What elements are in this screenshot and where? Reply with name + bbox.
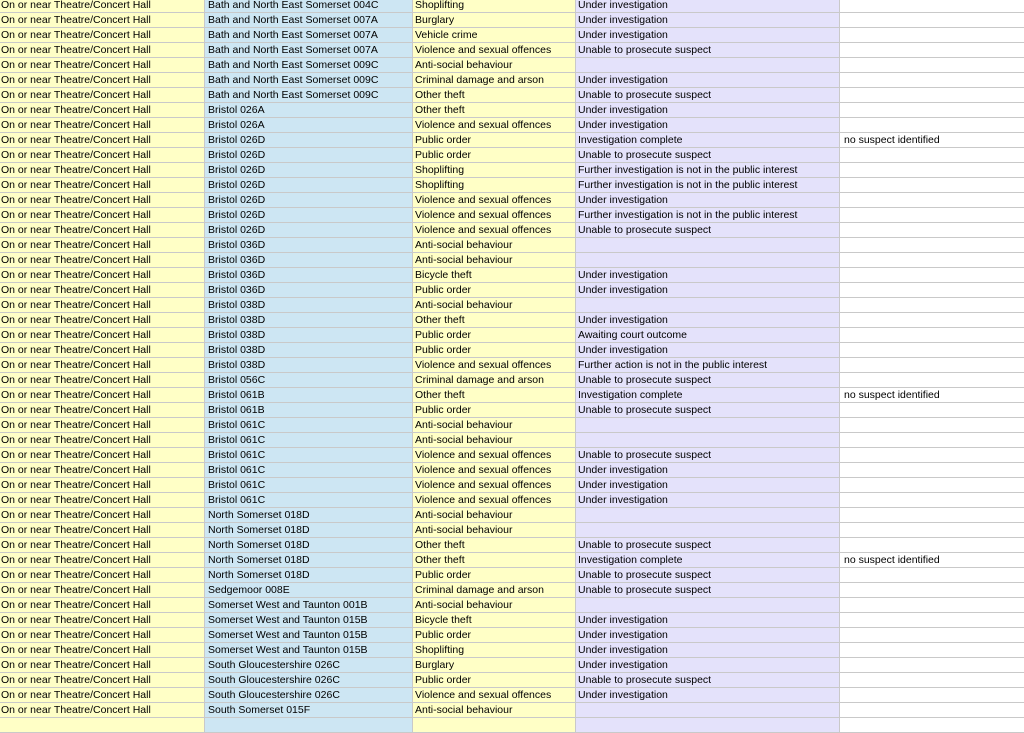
context-cell[interactable]: [840, 568, 1024, 582]
crime-type-cell[interactable]: Burglary: [413, 13, 576, 27]
lsoa-cell[interactable]: Bristol 026A: [205, 118, 413, 132]
location-cell[interactable]: On or near Theatre/Concert Hall: [0, 193, 205, 207]
location-cell[interactable]: On or near Theatre/Concert Hall: [0, 118, 205, 132]
location-cell[interactable]: On or near Theatre/Concert Hall: [0, 628, 205, 642]
table-row: [0, 208, 1024, 223]
lsoa-cell[interactable]: North Somerset 018D: [205, 538, 413, 552]
location-cell[interactable]: On or near Theatre/Concert Hall: [0, 418, 205, 432]
lsoa-cell[interactable]: Bath and North East Somerset 007A: [205, 28, 413, 42]
lsoa-cell[interactable]: Bristol 061C: [205, 493, 413, 507]
context-cell[interactable]: [840, 688, 1024, 702]
location-cell[interactable]: On or near Theatre/Concert Hall: [0, 508, 205, 522]
context-cell[interactable]: [840, 73, 1024, 87]
crime-type-cell[interactable]: Bicycle theft: [413, 613, 576, 627]
table-row: [0, 388, 1024, 403]
location-cell[interactable]: On or near Theatre/Concert Hall: [0, 208, 205, 222]
table-row: [0, 343, 1024, 358]
context-cell[interactable]: [840, 88, 1024, 102]
context-cell[interactable]: [840, 118, 1024, 132]
outcome-cell[interactable]: Unable to prosecute suspect: [576, 583, 840, 597]
table-row: [0, 418, 1024, 433]
outcome-cell[interactable]: Further investigation is not in the public interest: [576, 178, 840, 192]
outcome-cell[interactable]: Under investigation: [576, 118, 840, 132]
table-row: [0, 673, 1024, 688]
lsoa-cell[interactable]: North Somerset 018D: [205, 553, 413, 567]
outcome-cell[interactable]: Under investigation: [576, 643, 840, 657]
context-cell[interactable]: [840, 433, 1024, 447]
context-cell[interactable]: [840, 28, 1024, 42]
lsoa-cell[interactable]: Bristol 038D: [205, 328, 413, 342]
context-cell[interactable]: [840, 523, 1024, 537]
table-row: [0, 58, 1024, 73]
lsoa-cell[interactable]: Bath and North East Somerset 004C: [205, 0, 413, 12]
table-row: [0, 523, 1024, 538]
lsoa-cell[interactable]: Bristol 061B: [205, 388, 413, 402]
table-row: [0, 253, 1024, 268]
location-cell[interactable]: On or near Theatre/Concert Hall: [0, 583, 205, 597]
context-cell[interactable]: [840, 223, 1024, 237]
outcome-cell[interactable]: Under investigation: [576, 28, 840, 42]
crime-type-cell[interactable]: Anti-social behaviour: [413, 703, 576, 717]
crime-type-cell[interactable]: Vehicle crime: [413, 28, 576, 42]
outcome-cell[interactable]: Under investigation: [576, 193, 840, 207]
context-cell[interactable]: [840, 328, 1024, 342]
location-cell[interactable]: On or near Theatre/Concert Hall: [0, 283, 205, 297]
outcome-cell[interactable]: Under investigation: [576, 268, 840, 282]
outcome-cell[interactable]: [576, 58, 840, 72]
crime-type-cell[interactable]: Shoplifting: [413, 643, 576, 657]
lsoa-cell[interactable]: Sedgemoor 008E: [205, 583, 413, 597]
table-row: [0, 568, 1024, 583]
location-cell[interactable]: On or near Theatre/Concert Hall: [0, 523, 205, 537]
lsoa-cell[interactable]: Bristol 038D: [205, 343, 413, 357]
table-row: [0, 283, 1024, 298]
context-cell[interactable]: [840, 448, 1024, 462]
crime-type-cell[interactable]: Anti-social behaviour: [413, 418, 576, 432]
table-row: [0, 193, 1024, 208]
outcome-cell[interactable]: Awaiting court outcome: [576, 328, 840, 342]
lsoa-cell[interactable]: Bristol 038D: [205, 358, 413, 372]
location-cell[interactable]: On or near Theatre/Concert Hall: [0, 163, 205, 177]
table-row: [0, 583, 1024, 598]
outcome-cell[interactable]: Under investigation: [576, 493, 840, 507]
outcome-cell[interactable]: Unable to prosecute suspect: [576, 568, 840, 582]
table-row: [0, 268, 1024, 283]
crime-type-cell[interactable]: Violence and sexual offences: [413, 118, 576, 132]
outcome-cell[interactable]: Further investigation is not in the public interest: [576, 163, 840, 177]
location-cell[interactable]: On or near Theatre/Concert Hall: [0, 223, 205, 237]
lsoa-cell[interactable]: Bristol 026D: [205, 163, 413, 177]
crime-type-cell[interactable]: Violence and sexual offences: [413, 358, 576, 372]
location-cell[interactable]: On or near Theatre/Concert Hall: [0, 343, 205, 357]
table-row: [0, 178, 1024, 193]
lsoa-cell[interactable]: Bath and North East Somerset 009C: [205, 73, 413, 87]
table-row: [0, 13, 1024, 28]
table-row: [0, 118, 1024, 133]
lsoa-cell[interactable]: Somerset West and Taunton 015B: [205, 613, 413, 627]
table-row: [0, 298, 1024, 313]
table-row: [0, 433, 1024, 448]
context-cell[interactable]: [840, 538, 1024, 552]
crime-type-cell[interactable]: Violence and sexual offences: [413, 43, 576, 57]
table-row: [0, 613, 1024, 628]
location-cell[interactable]: On or near Theatre/Concert Hall: [0, 13, 205, 27]
lsoa-cell[interactable]: Bristol 038D: [205, 298, 413, 312]
lsoa-cell[interactable]: South Gloucestershire 026C: [205, 688, 413, 702]
outcome-cell[interactable]: [576, 508, 840, 522]
table-row: [0, 643, 1024, 658]
crime-type-cell[interactable]: Anti-social behaviour: [413, 508, 576, 522]
crime-type-cell[interactable]: Anti-social behaviour: [413, 598, 576, 612]
context-cell[interactable]: [840, 253, 1024, 267]
lsoa-cell[interactable]: South Somerset 015F: [205, 703, 413, 717]
table-row: [0, 328, 1024, 343]
lsoa-cell[interactable]: South Gloucestershire 026C: [205, 673, 413, 687]
crime-type-cell[interactable]: Anti-social behaviour: [413, 298, 576, 312]
outcome-cell[interactable]: Unable to prosecute suspect: [576, 673, 840, 687]
location-cell[interactable]: On or near Theatre/Concert Hall: [0, 433, 205, 447]
table-row: [0, 718, 1024, 733]
location-cell[interactable]: On or near Theatre/Concert Hall: [0, 703, 205, 717]
context-cell[interactable]: [840, 238, 1024, 252]
outcome-cell[interactable]: [576, 523, 840, 537]
crime-type-cell[interactable]: Other theft: [413, 313, 576, 327]
crime-type-cell[interactable]: Anti-social behaviour: [413, 58, 576, 72]
context-cell[interactable]: [840, 628, 1024, 642]
context-cell[interactable]: [840, 493, 1024, 507]
table-row: [0, 703, 1024, 718]
lsoa-cell[interactable]: Somerset West and Taunton 015B: [205, 643, 413, 657]
location-cell[interactable]: On or near Theatre/Concert Hall: [0, 373, 205, 387]
context-cell[interactable]: [840, 58, 1024, 72]
lsoa-cell[interactable]: Bristol 026D: [205, 208, 413, 222]
lsoa-cell[interactable]: Bristol 061C: [205, 448, 413, 462]
context-cell[interactable]: [840, 193, 1024, 207]
context-cell[interactable]: [840, 358, 1024, 372]
outcome-cell[interactable]: [576, 703, 840, 717]
crime-type-cell[interactable]: Public order: [413, 673, 576, 687]
outcome-cell[interactable]: Unable to prosecute suspect: [576, 88, 840, 102]
outcome-cell[interactable]: Unable to prosecute suspect: [576, 223, 840, 237]
crime-type-cell[interactable]: Public order: [413, 148, 576, 162]
crime-type-cell[interactable]: Public order: [413, 568, 576, 582]
lsoa-cell[interactable]: North Somerset 018D: [205, 568, 413, 582]
outcome-cell[interactable]: Under investigation: [576, 628, 840, 642]
crime-type-cell[interactable]: Violence and sexual offences: [413, 448, 576, 462]
crime-type-cell[interactable]: Violence and sexual offences: [413, 463, 576, 477]
lsoa-cell[interactable]: Bristol 038D: [205, 313, 413, 327]
context-cell[interactable]: [840, 418, 1024, 432]
crime-type-cell[interactable]: Violence and sexual offences: [413, 493, 576, 507]
context-cell[interactable]: [840, 343, 1024, 357]
lsoa-cell[interactable]: Bath and North East Somerset 007A: [205, 43, 413, 57]
location-cell[interactable]: On or near Theatre/Concert Hall: [0, 463, 205, 477]
table-row: [0, 373, 1024, 388]
crime-type-cell[interactable]: Public order: [413, 403, 576, 417]
outcome-cell[interactable]: Investigation complete: [576, 553, 840, 567]
location-cell[interactable]: On or near Theatre/Concert Hall: [0, 58, 205, 72]
outcome-cell[interactable]: Under investigation: [576, 613, 840, 627]
crime-type-cell[interactable]: Criminal damage and arson: [413, 373, 576, 387]
crime-type-cell[interactable]: Violence and sexual offences: [413, 478, 576, 492]
location-cell[interactable]: [0, 718, 205, 732]
location-cell[interactable]: On or near Theatre/Concert Hall: [0, 148, 205, 162]
crime-type-cell[interactable]: Violence and sexual offences: [413, 688, 576, 702]
table-row: [0, 448, 1024, 463]
outcome-cell[interactable]: Under investigation: [576, 103, 840, 117]
crime-type-cell[interactable]: Burglary: [413, 658, 576, 672]
lsoa-cell[interactable]: Bristol 026D: [205, 193, 413, 207]
outcome-cell[interactable]: Under investigation: [576, 658, 840, 672]
table-row: [0, 223, 1024, 238]
outcome-cell[interactable]: Under investigation: [576, 73, 840, 87]
outcome-cell[interactable]: Further investigation is not in the public interest: [576, 208, 840, 222]
table-row: [0, 628, 1024, 643]
context-cell[interactable]: [840, 313, 1024, 327]
table-row: [0, 163, 1024, 178]
location-cell[interactable]: On or near Theatre/Concert Hall: [0, 388, 205, 402]
outcome-cell[interactable]: [576, 253, 840, 267]
crime-type-cell[interactable]: Public order: [413, 133, 576, 147]
context-cell[interactable]: [840, 583, 1024, 597]
table-row: [0, 148, 1024, 163]
outcome-cell[interactable]: Unable to prosecute suspect: [576, 373, 840, 387]
lsoa-cell[interactable]: Bristol 026D: [205, 223, 413, 237]
context-cell[interactable]: [840, 718, 1024, 732]
crime-type-cell[interactable]: [413, 718, 576, 732]
crime-type-cell[interactable]: Criminal damage and arson: [413, 73, 576, 87]
context-cell[interactable]: [840, 673, 1024, 687]
context-cell[interactable]: [840, 208, 1024, 222]
outcome-cell[interactable]: Unable to prosecute suspect: [576, 538, 840, 552]
context-cell[interactable]: no suspect identified: [840, 133, 1024, 147]
crime-type-cell[interactable]: Violence and sexual offences: [413, 223, 576, 237]
context-cell[interactable]: [840, 508, 1024, 522]
outcome-cell[interactable]: Unable to prosecute suspect: [576, 43, 840, 57]
outcome-cell[interactable]: Under investigation: [576, 463, 840, 477]
table-row: [0, 0, 1024, 13]
table-row: [0, 43, 1024, 58]
outcome-cell[interactable]: Further action is not in the public interest: [576, 358, 840, 372]
crime-type-cell[interactable]: Other theft: [413, 388, 576, 402]
lsoa-cell[interactable]: Bristol 056C: [205, 373, 413, 387]
lsoa-cell[interactable]: Bristol 061C: [205, 478, 413, 492]
outcome-cell[interactable]: Unable to prosecute suspect: [576, 148, 840, 162]
crime-type-cell[interactable]: Shoplifting: [413, 163, 576, 177]
outcome-cell[interactable]: [576, 718, 840, 732]
location-cell[interactable]: On or near Theatre/Concert Hall: [0, 238, 205, 252]
lsoa-cell[interactable]: Bath and North East Somerset 009C: [205, 88, 413, 102]
outcome-cell[interactable]: [576, 598, 840, 612]
lsoa-cell[interactable]: North Somerset 018D: [205, 523, 413, 537]
context-cell[interactable]: [840, 298, 1024, 312]
context-cell[interactable]: [840, 43, 1024, 57]
context-cell[interactable]: [840, 403, 1024, 417]
location-cell[interactable]: On or near Theatre/Concert Hall: [0, 313, 205, 327]
crime-type-cell[interactable]: Public order: [413, 343, 576, 357]
outcome-cell[interactable]: Under investigation: [576, 0, 840, 12]
context-cell[interactable]: [840, 163, 1024, 177]
lsoa-cell[interactable]: Bristol 026D: [205, 133, 413, 147]
lsoa-cell[interactable]: Bristol 036D: [205, 268, 413, 282]
crime-type-cell[interactable]: Anti-social behaviour: [413, 238, 576, 252]
location-cell[interactable]: On or near Theatre/Concert Hall: [0, 178, 205, 192]
table-row: [0, 493, 1024, 508]
location-cell[interactable]: On or near Theatre/Concert Hall: [0, 88, 205, 102]
table-row: [0, 463, 1024, 478]
outcome-cell[interactable]: [576, 433, 840, 447]
lsoa-cell[interactable]: Somerset West and Taunton 015B: [205, 628, 413, 642]
location-cell[interactable]: On or near Theatre/Concert Hall: [0, 43, 205, 57]
outcome-cell[interactable]: Investigation complete: [576, 388, 840, 402]
outcome-cell[interactable]: Under investigation: [576, 283, 840, 297]
location-cell[interactable]: On or near Theatre/Concert Hall: [0, 673, 205, 687]
outcome-cell[interactable]: Investigation complete: [576, 133, 840, 147]
context-cell[interactable]: [840, 178, 1024, 192]
crime-type-cell[interactable]: Bicycle theft: [413, 268, 576, 282]
table-row: [0, 358, 1024, 373]
table-row: [0, 238, 1024, 253]
location-cell[interactable]: On or near Theatre/Concert Hall: [0, 133, 205, 147]
location-cell[interactable]: On or near Theatre/Concert Hall: [0, 553, 205, 567]
context-cell[interactable]: [840, 613, 1024, 627]
outcome-cell[interactable]: [576, 238, 840, 252]
location-cell[interactable]: On or near Theatre/Concert Hall: [0, 613, 205, 627]
context-cell[interactable]: no suspect identified: [840, 388, 1024, 402]
lsoa-cell[interactable]: South Gloucestershire 026C: [205, 658, 413, 672]
outcome-cell[interactable]: Under investigation: [576, 313, 840, 327]
location-cell[interactable]: On or near Theatre/Concert Hall: [0, 493, 205, 507]
lsoa-cell[interactable]: Bristol 061C: [205, 433, 413, 447]
lsoa-cell[interactable]: Somerset West and Taunton 001B: [205, 598, 413, 612]
lsoa-cell[interactable]: Bristol 026D: [205, 178, 413, 192]
location-cell[interactable]: On or near Theatre/Concert Hall: [0, 478, 205, 492]
table-row: [0, 88, 1024, 103]
outcome-cell[interactable]: Unable to prosecute suspect: [576, 448, 840, 462]
context-cell[interactable]: [840, 148, 1024, 162]
location-cell[interactable]: On or near Theatre/Concert Hall: [0, 403, 205, 417]
crime-type-cell[interactable]: Public order: [413, 283, 576, 297]
context-cell[interactable]: [840, 373, 1024, 387]
crime-type-cell[interactable]: Anti-social behaviour: [413, 523, 576, 537]
context-cell[interactable]: [840, 283, 1024, 297]
crime-type-cell[interactable]: Anti-social behaviour: [413, 433, 576, 447]
context-cell[interactable]: [840, 658, 1024, 672]
context-cell[interactable]: [840, 268, 1024, 282]
context-cell[interactable]: [840, 463, 1024, 477]
context-cell[interactable]: no suspect identified: [840, 553, 1024, 567]
context-cell[interactable]: [840, 643, 1024, 657]
location-cell[interactable]: On or near Theatre/Concert Hall: [0, 658, 205, 672]
crime-type-cell[interactable]: Other theft: [413, 538, 576, 552]
lsoa-cell[interactable]: Bristol 036D: [205, 238, 413, 252]
crime-type-cell[interactable]: Shoplifting: [413, 178, 576, 192]
table-row: [0, 598, 1024, 613]
table-row: [0, 103, 1024, 118]
table-row: [0, 508, 1024, 523]
outcome-cell[interactable]: Unable to prosecute suspect: [576, 403, 840, 417]
context-cell[interactable]: [840, 478, 1024, 492]
lsoa-cell[interactable]: Bristol 061B: [205, 403, 413, 417]
location-cell[interactable]: On or near Theatre/Concert Hall: [0, 73, 205, 87]
table-row: [0, 313, 1024, 328]
crime-type-cell[interactable]: Anti-social behaviour: [413, 253, 576, 267]
lsoa-cell[interactable]: Bath and North East Somerset 009C: [205, 58, 413, 72]
table-row: [0, 553, 1024, 568]
outcome-cell[interactable]: [576, 298, 840, 312]
outcome-cell[interactable]: Under investigation: [576, 478, 840, 492]
lsoa-cell[interactable]: North Somerset 018D: [205, 508, 413, 522]
table-row: [0, 73, 1024, 88]
crime-type-cell[interactable]: Other theft: [413, 88, 576, 102]
location-cell[interactable]: On or near Theatre/Concert Hall: [0, 298, 205, 312]
location-cell[interactable]: On or near Theatre/Concert Hall: [0, 328, 205, 342]
location-cell[interactable]: On or near Theatre/Concert Hall: [0, 643, 205, 657]
crime-type-cell[interactable]: Criminal damage and arson: [413, 583, 576, 597]
table-row: [0, 133, 1024, 148]
location-cell[interactable]: On or near Theatre/Concert Hall: [0, 688, 205, 702]
location-cell[interactable]: On or near Theatre/Concert Hall: [0, 28, 205, 42]
table-row: [0, 688, 1024, 703]
crime-type-cell[interactable]: Public order: [413, 628, 576, 642]
table-row: [0, 478, 1024, 493]
table-row: [0, 403, 1024, 418]
lsoa-cell[interactable]: Bristol 026A: [205, 103, 413, 117]
crime-type-cell[interactable]: Shoplifting: [413, 0, 576, 12]
crime-type-cell[interactable]: Violence and sexual offences: [413, 193, 576, 207]
crime-type-cell[interactable]: Other theft: [413, 103, 576, 117]
table-row: [0, 28, 1024, 43]
location-cell[interactable]: On or near Theatre/Concert Hall: [0, 448, 205, 462]
table-row: [0, 658, 1024, 673]
lsoa-cell[interactable]: Bristol 061C: [205, 418, 413, 432]
table-row: [0, 538, 1024, 553]
location-cell[interactable]: On or near Theatre/Concert Hall: [0, 268, 205, 282]
outcome-cell[interactable]: Under investigation: [576, 688, 840, 702]
outcome-cell[interactable]: Under investigation: [576, 343, 840, 357]
location-cell[interactable]: On or near Theatre/Concert Hall: [0, 568, 205, 582]
context-cell[interactable]: [840, 13, 1024, 27]
location-cell[interactable]: On or near Theatre/Concert Hall: [0, 538, 205, 552]
context-cell[interactable]: [840, 598, 1024, 612]
context-cell[interactable]: [840, 103, 1024, 117]
crime-type-cell[interactable]: Violence and sexual offences: [413, 208, 576, 222]
lsoa-cell[interactable]: Bristol 061C: [205, 463, 413, 477]
crime-type-cell[interactable]: Public order: [413, 328, 576, 342]
context-cell[interactable]: [840, 0, 1024, 12]
location-cell[interactable]: On or near Theatre/Concert Hall: [0, 0, 205, 12]
location-cell[interactable]: On or near Theatre/Concert Hall: [0, 253, 205, 267]
outcome-cell[interactable]: Under investigation: [576, 13, 840, 27]
lsoa-cell[interactable]: Bristol 036D: [205, 253, 413, 267]
location-cell[interactable]: On or near Theatre/Concert Hall: [0, 358, 205, 372]
lsoa-cell[interactable]: [205, 718, 413, 732]
context-cell[interactable]: [840, 703, 1024, 717]
lsoa-cell[interactable]: Bristol 026D: [205, 148, 413, 162]
lsoa-cell[interactable]: Bristol 036D: [205, 283, 413, 297]
outcome-cell[interactable]: [576, 418, 840, 432]
location-cell[interactable]: On or near Theatre/Concert Hall: [0, 103, 205, 117]
lsoa-cell[interactable]: Bath and North East Somerset 007A: [205, 13, 413, 27]
location-cell[interactable]: On or near Theatre/Concert Hall: [0, 598, 205, 612]
crime-type-cell[interactable]: Other theft: [413, 553, 576, 567]
